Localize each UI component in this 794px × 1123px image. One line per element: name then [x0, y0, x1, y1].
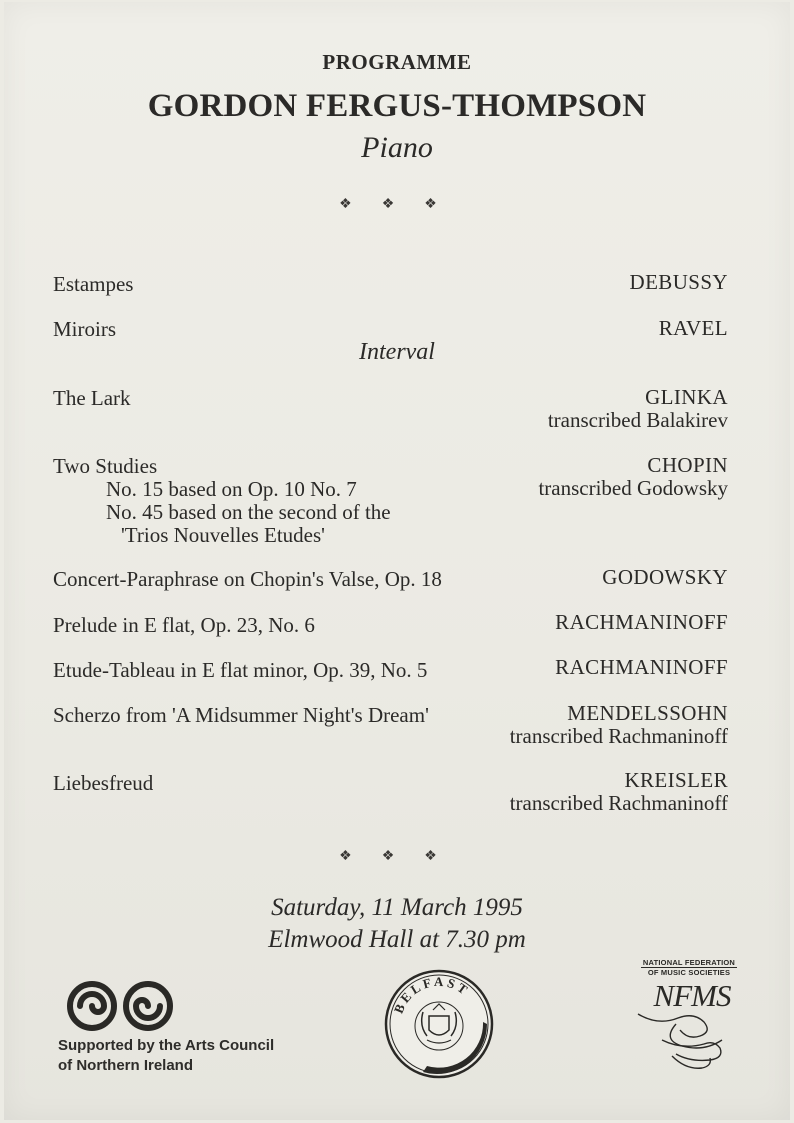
programme-item-composer: MENDELSSOHN	[567, 701, 728, 725]
svg-text:CITY COUNCIL: CITY COUNCIL	[414, 1026, 478, 1069]
programme-item-title: Concert-Paraphrase on Chopin's Valse, Op. 18	[53, 567, 442, 591]
programme-item-credit	[510, 769, 728, 815]
programme-item-transcriber: transcribed Godowsky	[538, 476, 728, 500]
diamond-ornament-icon: ❖	[381, 197, 413, 212]
event-venue: Elmwood Hall at 7.30 pm	[268, 926, 526, 953]
performer-name: GORDON FERGUS-THOMPSON	[147, 88, 647, 124]
programme-item-composer: CHOPIN	[647, 453, 728, 477]
programme-item-title: Liebesfreud	[53, 771, 154, 795]
diamond-ornament-icon: ❖	[424, 849, 455, 864]
programme-item-composer: RACHMANINOFF	[555, 655, 728, 679]
programme-item-composer: RACHMANINOFF	[555, 610, 728, 634]
diamond-ornament-icon: ❖	[339, 849, 370, 864]
programme-item-transcriber: transcribed Rachmaninoff	[509, 791, 728, 815]
arts-council-line: Supported by the Arts Council	[58, 1037, 275, 1054]
diamond-ornament-icon: ❖	[339, 197, 370, 212]
programme-item-title: Prelude in E flat, Op. 23, No. 6	[53, 613, 315, 637]
programme-item-credit	[548, 386, 728, 432]
nfms-line: OF MUSIC SOCIETIES	[647, 968, 731, 977]
programme-item-transcriber: transcribed Balakirev	[547, 408, 728, 432]
programme-item-composer: KREISLER	[624, 768, 728, 792]
nfms-mark: NFMS	[653, 978, 731, 1013]
nfms-flourish-icon	[632, 1010, 736, 1076]
ornament-top	[0, 196, 794, 213]
svg-text:BELFAST: BELFAST	[390, 973, 473, 1016]
nfms-line: NATIONAL FEDERATION	[642, 958, 736, 967]
nfms-heading	[641, 958, 737, 977]
event-date: Saturday, 11 March 1995	[271, 894, 523, 921]
programme-item-title: Scherzo from 'A Midsummer Night's Dream'	[53, 703, 429, 727]
programme-item-title: Two Studies	[53, 454, 158, 478]
ornament-bottom	[0, 848, 794, 865]
programme-item-credit	[538, 454, 728, 500]
arts-council-logo-icon	[56, 976, 182, 1034]
programme-item-detail: No. 45 based on the second of the	[106, 500, 391, 524]
programme-item-composer: RAVEL	[658, 316, 728, 340]
programme-item-title: Miroirs	[53, 317, 116, 341]
arts-council-line: of Northern Ireland	[58, 1057, 194, 1074]
programme-item-block	[53, 455, 391, 547]
interval-label: Interval	[359, 339, 435, 365]
belfast-city-council-seal-icon	[383, 968, 495, 1080]
programme-item-detail: No. 15 based on Op. 10 No. 7	[106, 477, 357, 501]
programme-item-composer: GLINKA	[645, 385, 728, 409]
programme-item-detail: 'Trios Nouvelles Etudes'	[121, 523, 325, 547]
diamond-ornament-icon: ❖	[424, 197, 455, 212]
programme-label: PROGRAMME	[322, 50, 472, 74]
programme-item-credit	[510, 702, 728, 748]
programme-item-composer: GODOWSKY	[602, 565, 728, 589]
programme-item-title: The Lark	[53, 386, 131, 410]
programme-item-title: Etude-Tableau in E flat minor, Op. 39, No. 5	[53, 658, 428, 682]
arts-council-credit	[58, 1036, 274, 1076]
programme-item-composer: DEBUSSY	[629, 270, 728, 294]
programme-item-transcriber: transcribed Rachmaninoff	[509, 724, 728, 748]
programme-item-title: Estampes	[53, 272, 134, 296]
instrument: Piano	[361, 131, 433, 164]
diamond-ornament-icon: ❖	[381, 849, 413, 864]
